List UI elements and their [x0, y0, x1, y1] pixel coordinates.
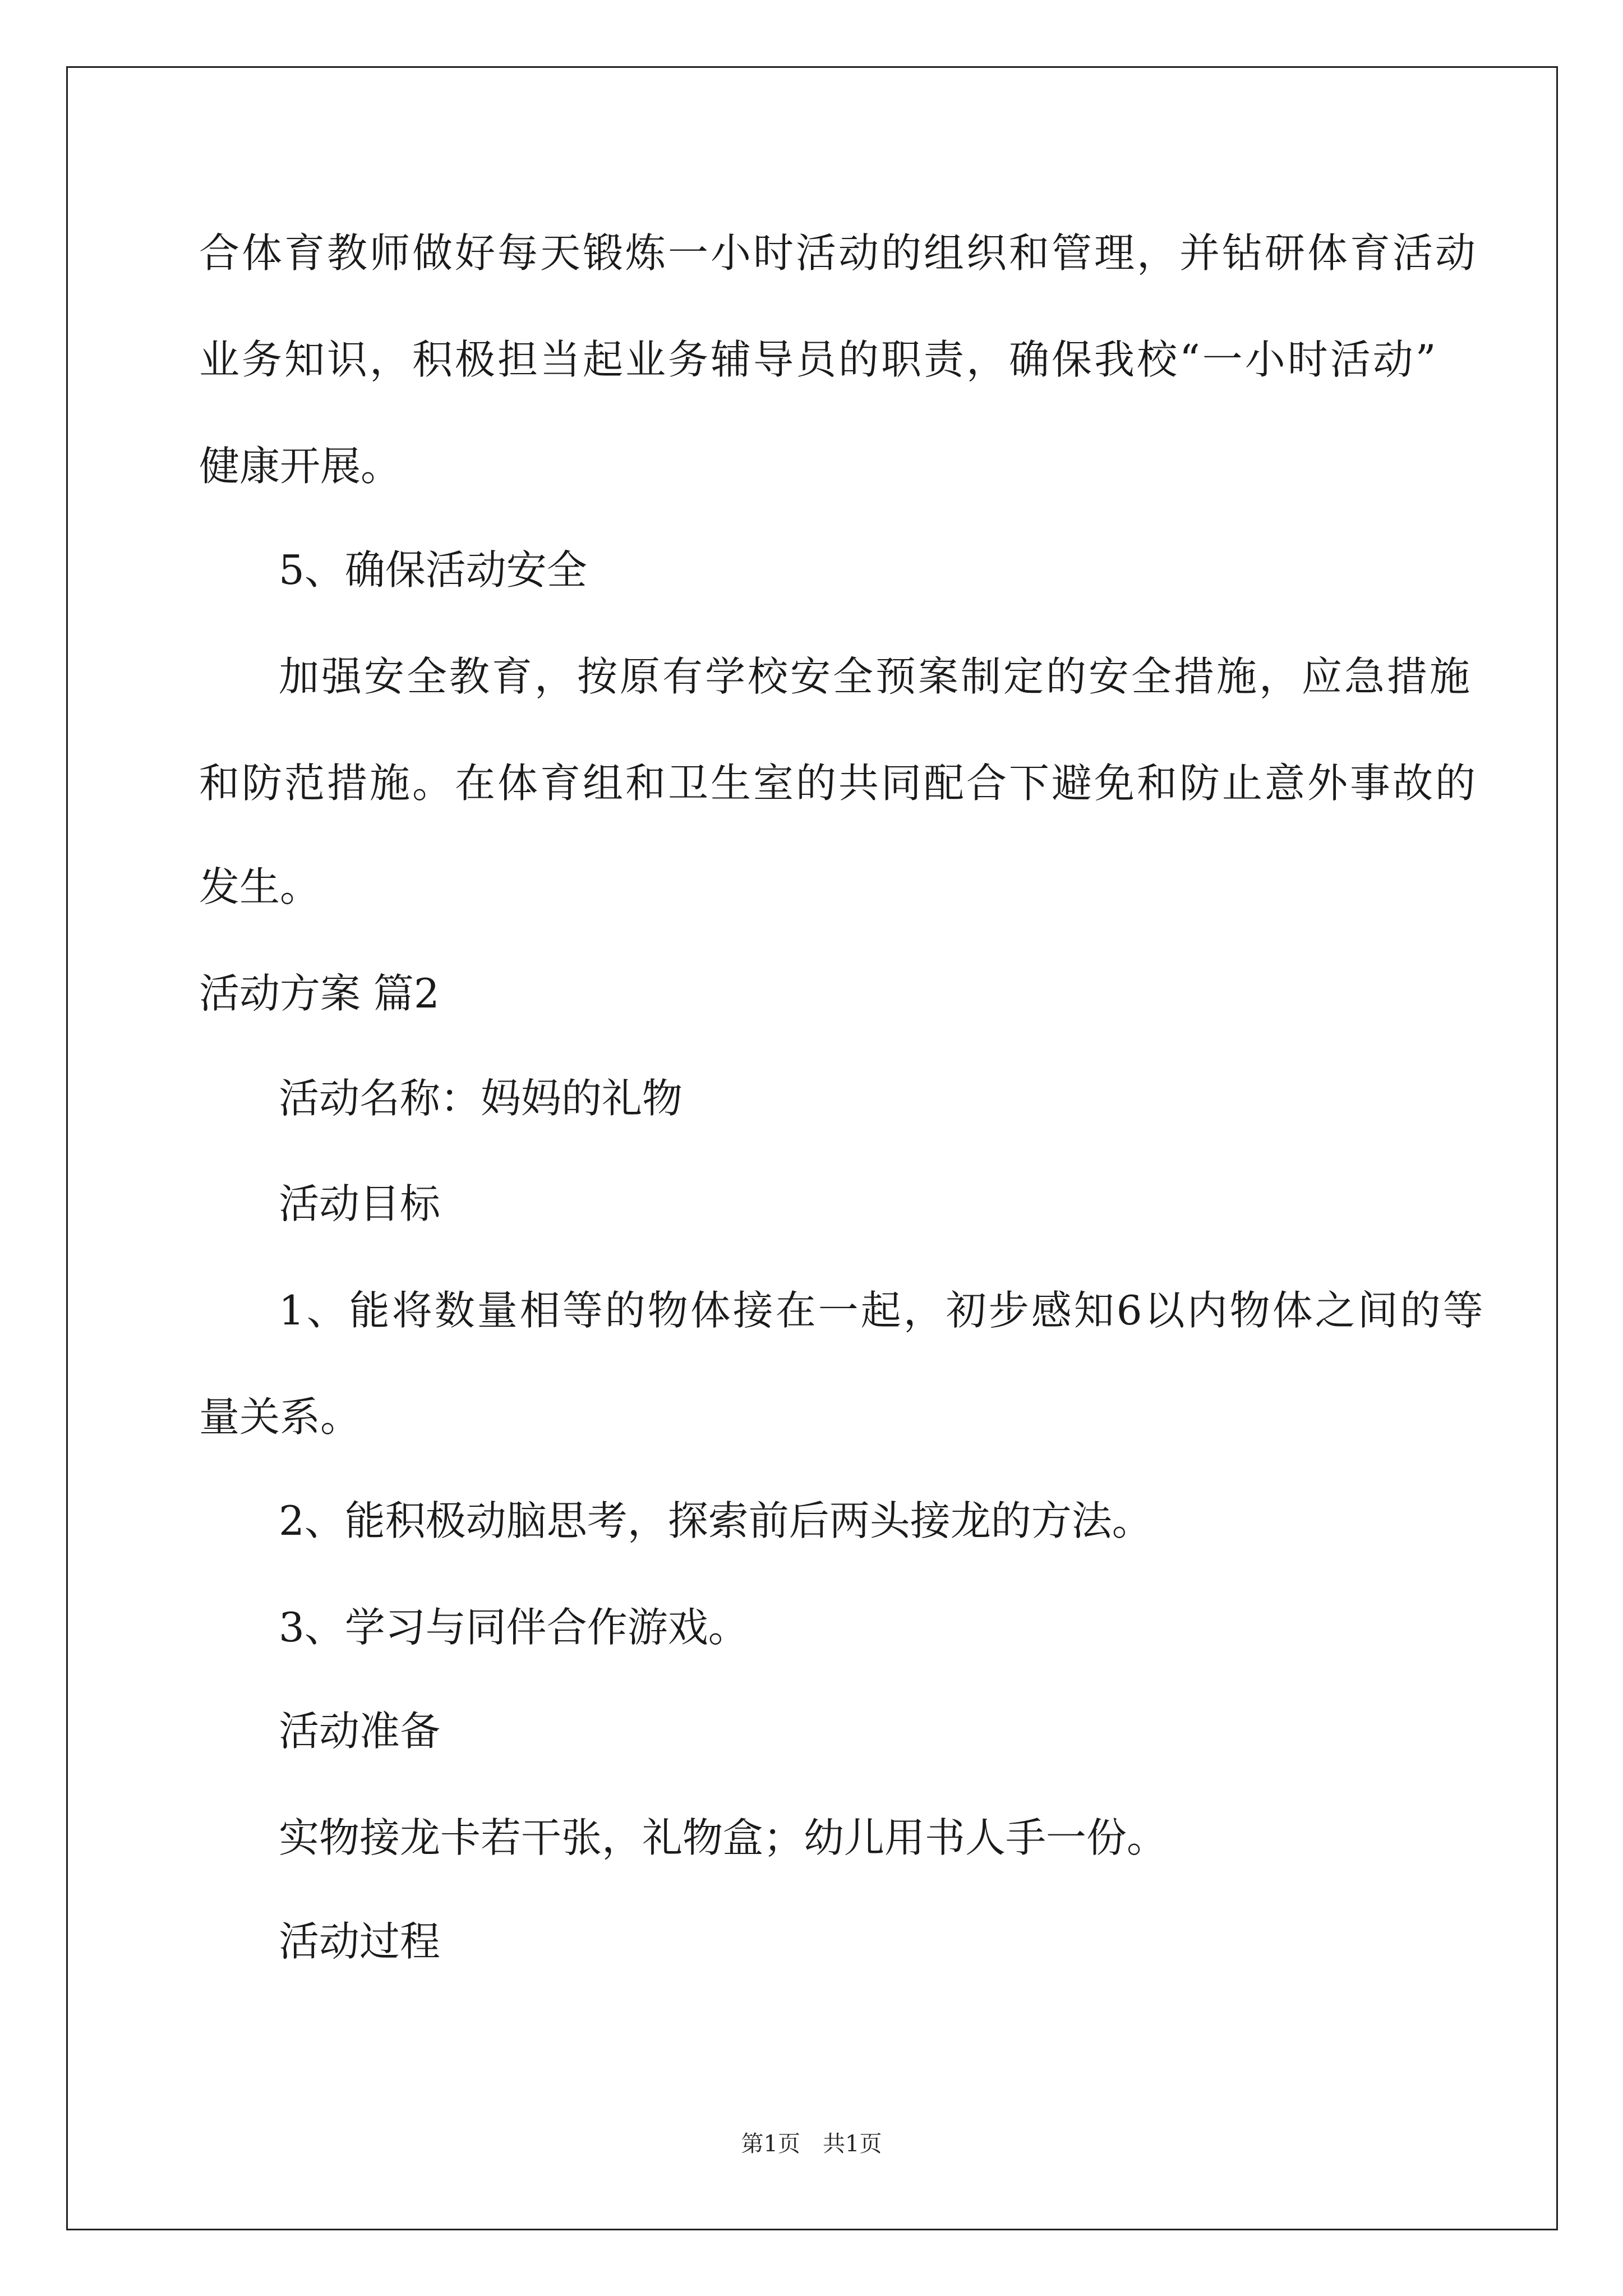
paragraph-line: 实物接龙卡若干张，礼物盒；幼儿用书人手一份。	[279, 1814, 1168, 1861]
activity-name: 活动名称：妈妈的礼物	[279, 1075, 683, 1122]
section-heading: 活动目标	[279, 1180, 441, 1227]
list-item: 1、能将数量相等的物体接在一起，初步感知6以内物体之间的等	[279, 1287, 1486, 1334]
paragraph-line: 业务知识，积极担当起业务辅导员的职责，确保我校“一小时活动”	[199, 336, 1438, 383]
list-item: 2、能积极动脑思考，探索前后两头接龙的方法。	[279, 1497, 1152, 1544]
section-heading: 5、确保活动安全	[279, 546, 587, 593]
list-item: 3、学习与同伴合作游戏。	[279, 1604, 749, 1651]
chapter-title: 活动方案 篇2	[199, 970, 440, 1017]
page-footer: 第1页 共1页	[741, 2131, 882, 2157]
paragraph-line: 加强安全教育，按原有学校安全预案制定的安全措施，应急措施	[279, 653, 1473, 700]
paragraph-line: 发生。	[199, 863, 321, 910]
list-item-continuation: 量关系。	[199, 1393, 361, 1441]
page-border	[66, 66, 1558, 2230]
paragraph-line: 和防范措施。在体育组和卫生室的共同配合下避免和防止意外事故的	[199, 760, 1478, 807]
section-heading: 活动准备	[279, 1708, 441, 1755]
section-heading: 活动过程	[279, 1918, 441, 1965]
paragraph-line: 健康开展。	[199, 443, 402, 490]
paragraph-line: 合体育教师做好每天锻炼一小时活动的组织和管理，并钻研体育活动	[199, 229, 1478, 277]
